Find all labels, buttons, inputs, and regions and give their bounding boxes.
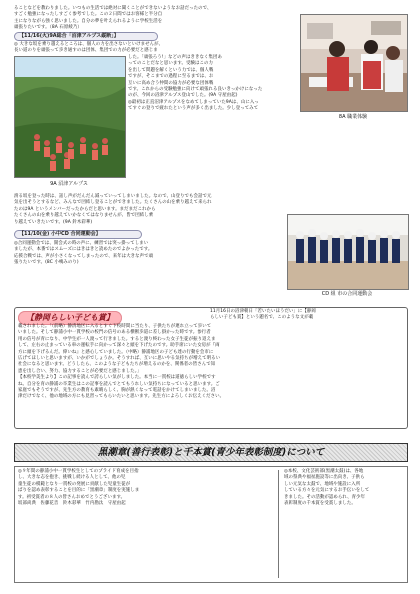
text-line: 童生徒の模範となり一貫校の発展に貢献した児童生徒が xyxy=(18,481,131,487)
text-line: 家庭でもそうですが、先生方の教育も素晴らしく、胸が熱くなって電話をかけてしまいました。沼 xyxy=(18,388,216,394)
text-line: ってのことだなと思います。受験はこの力 xyxy=(128,61,213,67)
text-line: たくさんの山を乗り越えていかなくてはなりませんが、皆で団結し乗 xyxy=(14,213,154,219)
text-line: 津だけでなく、他の地域の方にも見習ってもらいたいと思います。先生方によろしくお伝えください。 xyxy=(18,394,225,400)
text-line: のが、今回の沼津アルプス登山でした。(9A 守屋由起) xyxy=(128,93,238,99)
text-line: ましたが、本番ではスムーズにはきはきと読めたのでよかったです。 xyxy=(14,247,153,253)
text-line: すごく勉強になったしすごく参考でした。この２日間ではお客様と半分自 xyxy=(14,12,163,18)
text-line: 張りたいです。(8C 小嶋みのり) xyxy=(14,260,79,266)
award-divider xyxy=(278,470,279,578)
text-line: ですが、そこまでの過程に至るまでは、お xyxy=(128,74,214,80)
alps-heading: 【11/16(火)9A総合「沼津アルプス縦断」】 xyxy=(14,32,158,41)
kodomo-award-body xyxy=(18,324,404,401)
alps-paragraph-mid xyxy=(128,87,412,113)
text-line: 坂部尚典 佐藤花音 鈴木彩華 竹内勘汰 守屋由起 xyxy=(18,501,126,507)
alps-photo-caption: 9A 沼津アルプス xyxy=(50,181,88,187)
senbon-award-text xyxy=(284,469,404,507)
text-line: 域の祭典や福祉施設等に出向き、子供ら xyxy=(284,475,365,481)
text-line: ◎ 大きな坂を乗り越えるところは、個人の力を出さないといけませんが、 xyxy=(14,42,164,47)
text-line: 滑る坂を登った時は、話し声がだんだん減っていってしまいました。なので、山登りでも会話で元 xyxy=(14,194,212,199)
text-line: きました。その活動が認められ、青少年 xyxy=(284,494,366,500)
text-line: 頑張りたいです。（8A 石原綾乃） xyxy=(14,25,82,31)
alps-photo xyxy=(14,56,126,178)
text-line: 11月16日の沼津朝日「若いたいほうだい」に【静岡 xyxy=(210,309,316,314)
sports-day-paragraph xyxy=(14,241,284,267)
text-line: している方々を元気にするお手伝いをして xyxy=(284,488,370,494)
text-line: たのは9A というメンバーだったからだと思います。まだまだこれから xyxy=(14,207,156,212)
text-line: 用の信号が青になり、中学生が一人渡って行きました。すると渡り終わった女子生徒が振り返えま xyxy=(18,336,216,342)
text-line: 主になりながら強く思いました。自分の夢を叶えられるように学校生活を xyxy=(14,18,163,24)
kodomo-award-intro xyxy=(210,309,406,322)
text-line: 社会になると思います。どうしたら、このような子どもたちが増えるのかを、関係者の皆さんで知 xyxy=(18,362,216,368)
alps-paragraph-end xyxy=(14,207,284,226)
alps-paragraph-bottom xyxy=(14,194,408,207)
sports-day-photo-image xyxy=(288,215,408,289)
text-line: ばりを認め表彰することを目的に「黒潮章」制度を実施しま xyxy=(18,488,140,494)
text-line: ◎最初は正直沼津アルプスをなめてしまっていた9Aは、山に入っ xyxy=(128,99,259,105)
text-line: らしい子ども賞】という題名で、このような文が載 xyxy=(210,315,314,321)
work-experience-caption: 8A 職業体験 xyxy=(338,114,368,120)
text-line: 長い道のりを頑張って歩き通すのは団体、集団での力が必要だと感じま xyxy=(14,48,158,54)
sports-day-photo xyxy=(287,214,409,290)
alps-photo-image xyxy=(15,57,125,177)
text-line: いました。そして静浦小中一貫学校の校門の信号のある横断歩道に差し掛かった時です。参行者 xyxy=(18,330,211,336)
text-line: 互いに高め合う仲間の協力が必要な団体戦 xyxy=(128,80,214,86)
kodomo-award-title: 【静岡らしい子ども賞】 xyxy=(18,311,122,325)
kuroshio-award-text xyxy=(18,469,274,507)
text-line: 広げてほしいと思いますが、いかがでしょうか。そうすれば、互いに思いやる気持ちが増えて明るい xyxy=(18,356,221,362)
text-line: 応援合戦では、声が小さくなってしまったので、来年は大きな声で頑 xyxy=(14,253,154,259)
text-line: しい元気な太鼓で、地域や施設に入所 xyxy=(284,481,361,487)
top-paragraph xyxy=(14,6,294,32)
text-line: して、左右の止まっている車の運転手に向かって深々と頭を下げたのです。助手席にいた女房が『両 xyxy=(18,343,220,349)
text-line: し、大きな志を抱き、挑戦し続ける人として、他の児 xyxy=(18,475,126,481)
text-line: した。「頑張ろう!」などの声はききなく集団あ xyxy=(128,55,222,60)
text-line: ね。自分を育の静浦の卒業生はこの記事を読んでとてもうれしい気持ちになっていると思います。ご xyxy=(18,381,220,387)
award-banner: 黒潮章(善行表彰)と千本賞(青少年表彰制度)について xyxy=(14,443,408,462)
text-line: 気を出そうとするなど、みんなで団結し登ることができました。たくさんの山を乗り越えて来られ xyxy=(14,200,212,206)
text-line: です。これからの受験勉強に向けて頑張れる良いきっかけになった xyxy=(128,87,263,92)
text-line: 【本校学美生より】この記事を読んで誇らしい気がしました。本当に一貫校は道徳らしい学校です xyxy=(18,375,216,381)
text-line: ◎本校、文化芸術部(黒潮太鼓)は、各地 xyxy=(284,469,364,474)
text-line: す。初受賞者の８人の皆さんおめでとうございます。 xyxy=(18,494,126,500)
alps-paragraph-side xyxy=(128,55,298,87)
text-line: り越えていきたいです。(9A 鈴木彩華) xyxy=(14,219,93,225)
text-line: 恵を出し合い、努力、協力することが必要だと感じました。」 xyxy=(18,368,142,374)
text-line: 方に頭を下げるんだ。偉いね』と感心していました。（中略）静浦地区の子ども達の行動を会市に xyxy=(18,349,214,355)
text-line: を出して問題を解くという力では、個人戦 xyxy=(128,67,214,73)
text-line: 表彰制度の千本賞を受賞しました。 xyxy=(284,501,356,507)
text-line: ◎９年間の静浦小中一貫学校生としてのプライド育成を目指 xyxy=(18,469,139,474)
text-line: ◎合同運動会では、開会式の時の声に、練習では突っ掛ってしまい xyxy=(14,241,149,246)
sports-day-heading: 【11/10(金) 小中CD 合同運動会】 xyxy=(14,230,142,239)
sports-day-caption: CD 組 市の合同運動会 xyxy=(321,291,373,297)
text-line: てすぐの登りで疲れたという声が多く出ました。少し登ってみて xyxy=(128,106,259,112)
text-line: ることなどを教わりました。いつもの生活では絶対に聞くことができないようなお話だったので、 xyxy=(14,6,212,11)
text-line: 載されました。「（前略）静清地区に入るとすぐ下校時間に当たり、子供たちが連れ立って歩いて xyxy=(18,324,212,329)
alps-paragraph-top xyxy=(14,42,296,55)
